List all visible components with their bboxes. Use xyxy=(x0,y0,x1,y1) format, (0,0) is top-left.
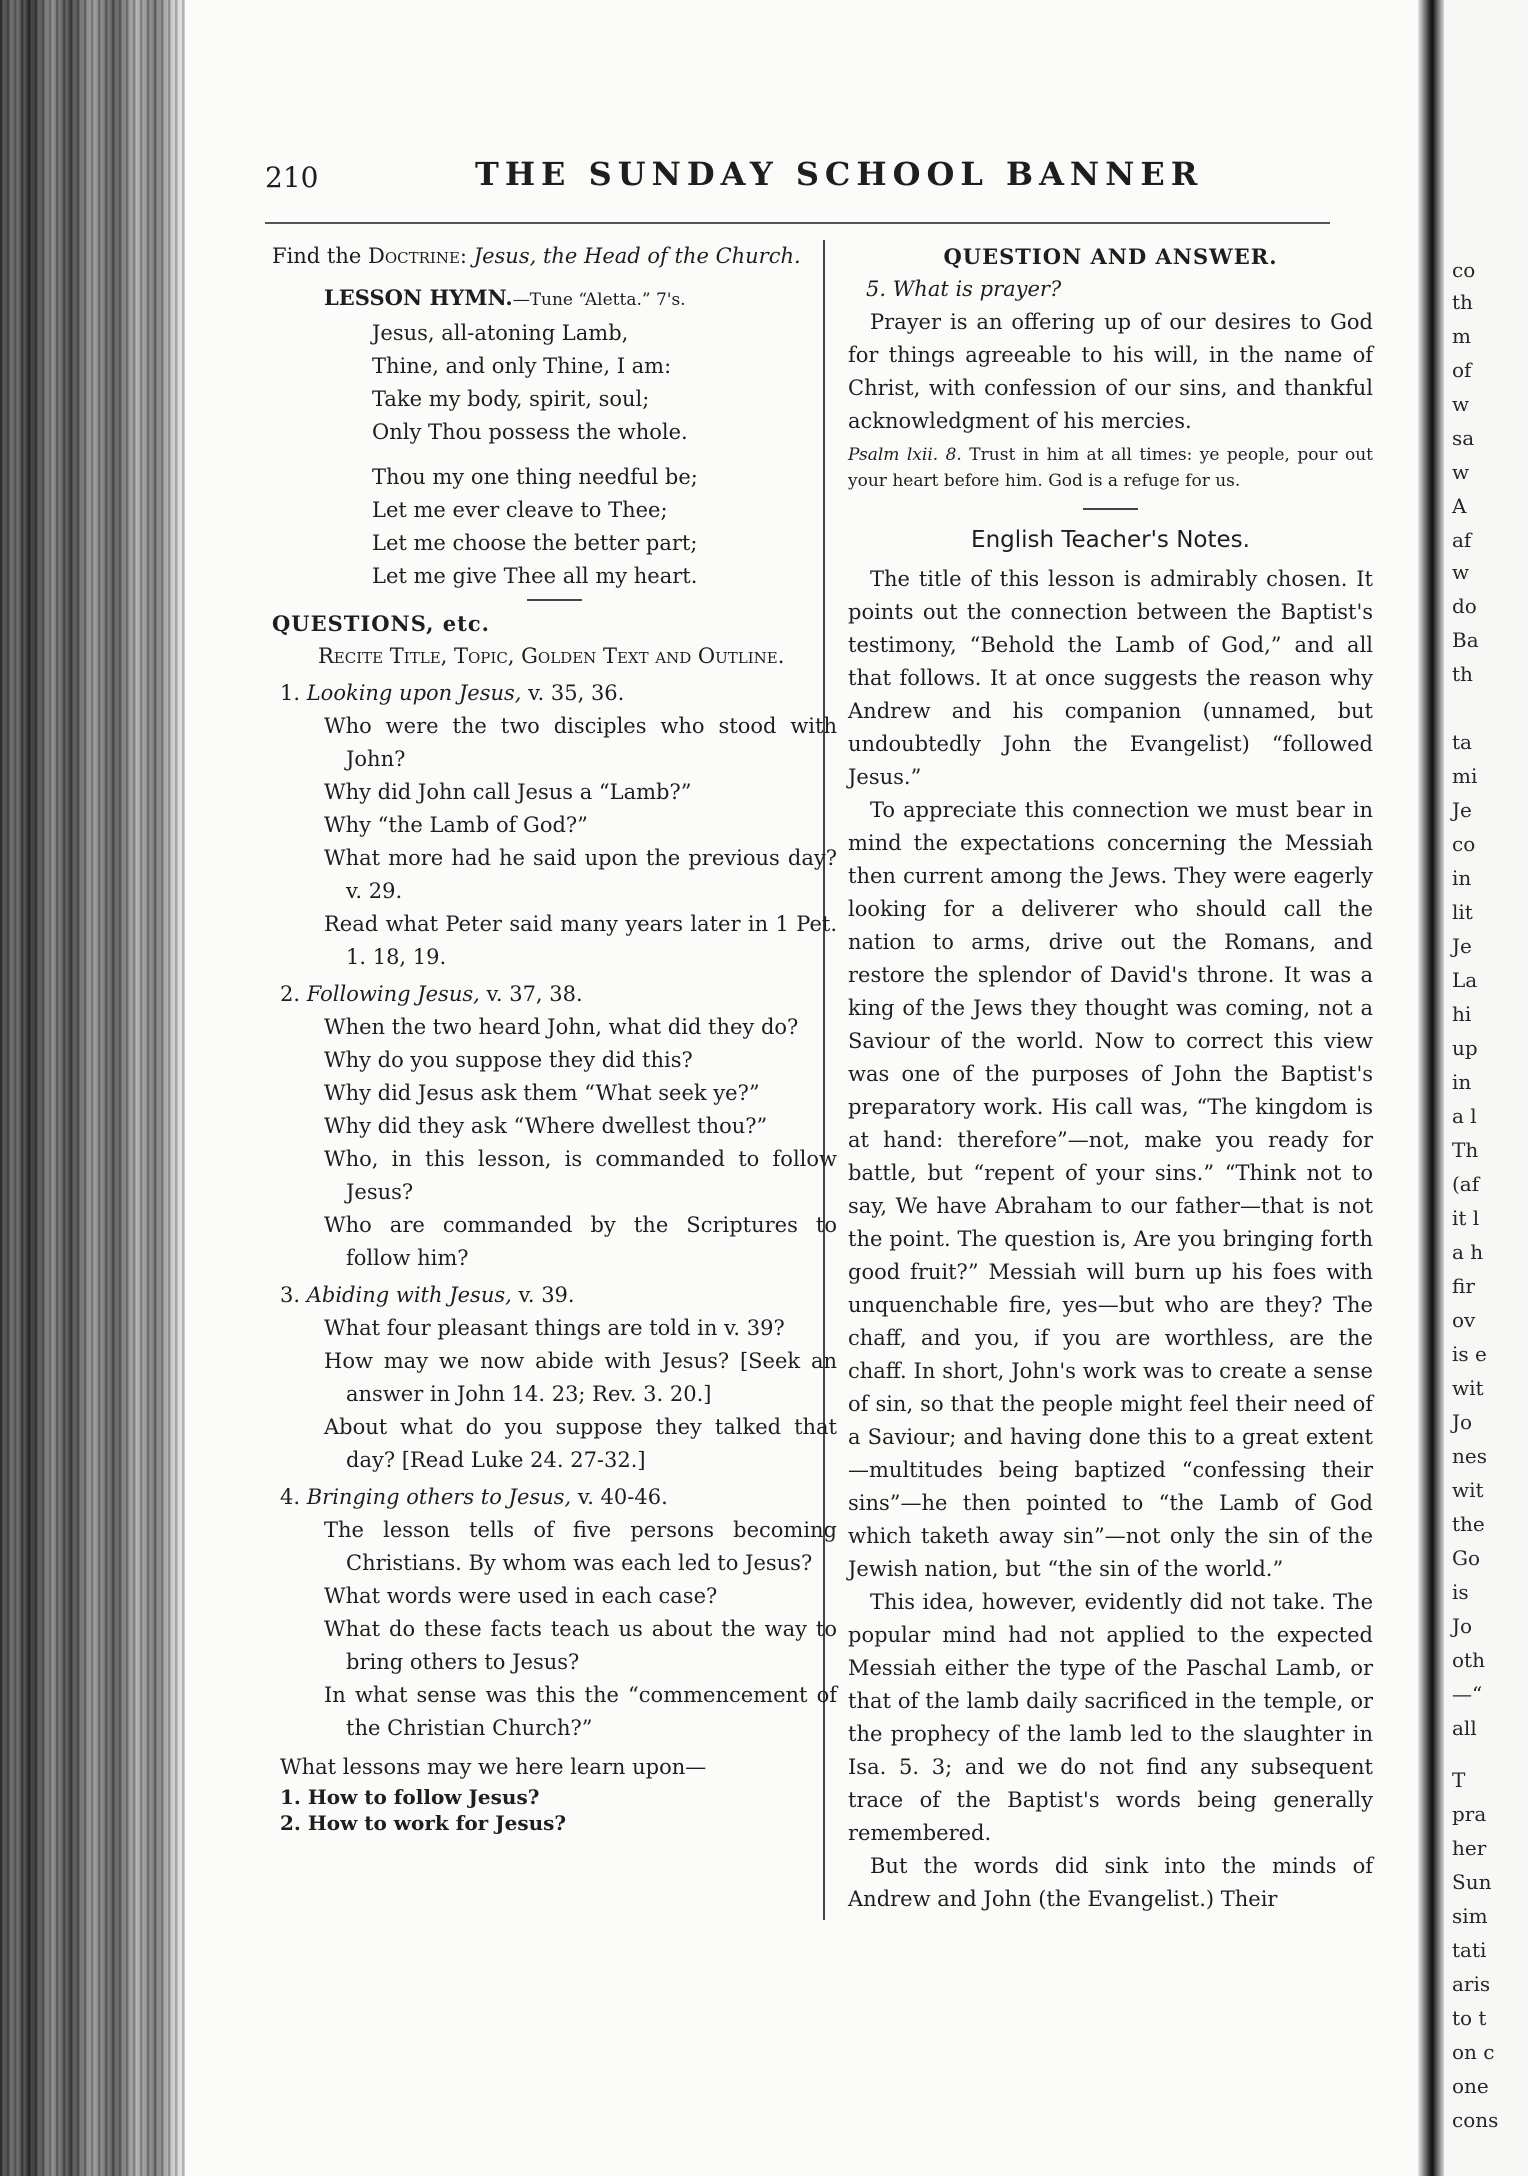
spacer xyxy=(300,982,307,1006)
lessons-intro: What lessons may we here learn upon— xyxy=(280,1755,707,1779)
questions-heading: QUESTIONS, etc. xyxy=(272,611,490,636)
next-page-fragment: af xyxy=(1452,528,1472,552)
hymn-line: Let me choose the better part; xyxy=(372,531,698,555)
section-title: Bringing others to Jesus, xyxy=(306,1485,572,1509)
section-title: Following Jesus, xyxy=(306,982,480,1006)
qa-heading: QUESTION AND ANSWER. xyxy=(943,244,1278,269)
question-item: What words were used in each case? xyxy=(324,1584,718,1608)
question-item: What more had he said upon the previous day? v. 29. xyxy=(324,846,837,903)
next-page-fragment: co xyxy=(1452,832,1476,856)
next-page-fragment: nes xyxy=(1452,1444,1487,1468)
lesson-item: 1. How to follow Jesus? xyxy=(280,1785,540,1809)
next-page-fragment: Th xyxy=(1452,1138,1479,1162)
next-page-edge xyxy=(1444,0,1528,2176)
question-item: How may we now abide with Jesus? [Seek an answer in John 14. 23; Rev. 3. 20.] xyxy=(324,1349,837,1406)
question-item: The lesson tells of five persons becoming Christians. By whom was each led to Jesus? xyxy=(324,1518,837,1575)
next-page-fragment: wit xyxy=(1452,1478,1484,1502)
next-page-fragment: ta xyxy=(1452,730,1472,754)
question-item: Read what Peter said many years later in 1 Pet. 1. 18, 19. xyxy=(324,912,837,969)
header-rule xyxy=(265,222,1330,224)
next-page-fragment: A xyxy=(1452,494,1467,518)
section-ref: v. 40-46. xyxy=(571,1485,668,1509)
hymn-stanza-1 xyxy=(272,317,837,449)
next-page-fragment: cons xyxy=(1452,2108,1499,2132)
next-page-fragment: w xyxy=(1452,460,1470,484)
section-divider-right xyxy=(1083,508,1138,510)
next-page-fragment: m xyxy=(1452,324,1471,348)
section-number: 1. xyxy=(280,681,301,705)
notes-paragraph: This idea, however, evidently did not take. The popular mind had not applied to the expected Messiah either the type of the Paschal Lamb, or that of the lamb daily sacrificed in the temple, or the prophecy of the lamb led to the slaughter in Isa. 5. 3; and we do not find any subsequent trace of the Baptist's words being generally remembered. xyxy=(848,1590,1373,1845)
section-divider xyxy=(527,599,582,601)
question-item: When the two heard John, what did they do? xyxy=(324,1015,799,1039)
hymn-line: Thine, and only Thine, I am: xyxy=(372,354,672,378)
section-heading xyxy=(280,1481,837,1514)
recite-line: Recite Title, Topic, Golden Text and Outline. xyxy=(318,644,785,668)
section-title: Looking upon Jesus, xyxy=(306,681,522,705)
hymn-heading: LESSON HYMN.—Tune “Aletta.” 7's. xyxy=(324,285,686,310)
next-page-fragment: fir xyxy=(1452,1274,1475,1298)
question-item: Why “the Lamb of God?” xyxy=(324,813,588,837)
book-binding xyxy=(0,0,185,2176)
next-page-fragment: do xyxy=(1452,594,1477,618)
page-title: THE SUNDAY SCHOOL BANNER xyxy=(475,155,1204,193)
next-page-fragment: Je xyxy=(1452,934,1472,958)
left-column xyxy=(272,240,837,1836)
notes-paragraph: But the words did sink into the minds of Andrew and John (the Evangelist.) Their xyxy=(848,1854,1373,1911)
hymn-line: Thou my one thing needful be; xyxy=(372,465,698,489)
notes-body xyxy=(848,563,1373,1916)
question-item: What four pleasant things are told in v. 39? xyxy=(324,1316,785,1340)
section-ref: v. 35, 36. xyxy=(521,681,625,705)
next-page-fragment: her xyxy=(1452,1836,1487,1860)
next-page-fragment: Ba xyxy=(1452,628,1479,652)
next-page-fragment: (af xyxy=(1452,1172,1480,1196)
next-page-fragment: up xyxy=(1452,1036,1478,1060)
next-page-fragment: pra xyxy=(1452,1802,1487,1826)
next-page-fragment: the xyxy=(1452,1512,1485,1536)
next-page-fragment: ov xyxy=(1452,1308,1476,1332)
hymn-line: Let me ever cleave to Thee; xyxy=(372,498,668,522)
question-item: Who, in this lesson, is commanded to follow Jesus? xyxy=(324,1147,837,1204)
question-item: In what sense was this the “commencement of the Christian Church?” xyxy=(324,1683,837,1740)
hymn-line: Only Thou possess the whole. xyxy=(372,420,688,444)
next-page-fragment: —“ xyxy=(1452,1682,1483,1706)
question-item: What do these facts teach us about the way to bring others to Jesus? xyxy=(324,1617,837,1674)
next-page-fragment: wit xyxy=(1452,1376,1484,1400)
hymn-line: Jesus, all-atoning Lamb, xyxy=(372,321,629,345)
question-item: Who were the two disciples who stood with John? xyxy=(324,714,837,771)
question-sections xyxy=(272,677,837,1745)
next-page-fragment: hi xyxy=(1452,1002,1472,1026)
next-page-fragment: T xyxy=(1452,1768,1466,1792)
spacer xyxy=(300,681,307,705)
question-item: Why did they ask “Where dwellest thou?” xyxy=(324,1114,768,1138)
doctrine-line: Find the Doctrine: Jesus, the Head of the Church. xyxy=(272,244,801,268)
next-page-fragment: Sun xyxy=(1452,1870,1492,1894)
next-page-fragment: w xyxy=(1452,392,1470,416)
next-page-fragment: is xyxy=(1452,1580,1469,1604)
lessons-list xyxy=(272,1784,837,1836)
next-page-fragment: th xyxy=(1452,290,1473,314)
section-ref: v. 37, 38. xyxy=(479,982,583,1006)
question-item: Who are commanded by the Scriptures to follow him? xyxy=(324,1213,837,1270)
section-ref: v. 39. xyxy=(511,1283,575,1307)
next-page-fragment: mi xyxy=(1452,764,1478,788)
lesson-item: 2. How to work for Jesus? xyxy=(280,1811,567,1835)
next-page-fragment: is e xyxy=(1452,1342,1487,1366)
next-page-fragment: th xyxy=(1452,662,1473,686)
next-page-fragment: sim xyxy=(1452,1904,1488,1928)
psalm-verse: Psalm lxii. 8. Trust in him at all times: ye people, pour out your heart before him. God is a refuge for us. xyxy=(848,445,1373,491)
hymn-line: Take my body, spirit, soul; xyxy=(372,387,650,411)
question-item: Why did John call Jesus a “Lamb?” xyxy=(324,780,692,804)
section-heading xyxy=(280,978,837,1011)
qa-answer: Prayer is an offering up of our desires to God for things agreeable to his will, in the name of Christ, with confession of our sins, and thankful acknowledgment of his mercies. xyxy=(848,310,1373,433)
next-page-fragment: in xyxy=(1452,866,1472,890)
hymn-stanza-2 xyxy=(272,461,837,593)
notes-paragraph: To appreciate this connection we must bear in mind the expectations concerning the Messiah then current among the Jews. They were eagerly looking for a deliverer who should call the nation to arms, drive out the Romans, and restore the splendor of David's throne. It was a king of the Jews they thought was coming, not a Saviour of the world. Now to correct this view was one of the purposes of John the Baptist's preparatory work. His call was, “The kingdom is at hand: therefore”—not, make you ready for battle, but “repent of your sins.” “Think not to say, We have Abraham to our father—that is not the point. The question is, Are you bringing forth good fruit?” Messiah will burn up his foes with unquenchable fire, yes—but who are they? The chaff, and you, if you are worthless, are the chaff. In short, John's work was to create a sense of sin, so that the people might feel their need of a Saviour; and having done this to a great extent—multitudes being baptized “confessing their sins”—he then pointed to “the Lamb of God which taketh away sin”—not only the sin of the Jewish nation, but “the sin of the world.” xyxy=(848,798,1373,1581)
next-page-fragment: La xyxy=(1452,968,1478,992)
page-header xyxy=(265,155,1325,195)
next-page-fragment: a h xyxy=(1452,1240,1484,1264)
next-page-fragment: sa xyxy=(1452,426,1475,450)
notes-paragraph: The title of this lesson is admirably chosen. It points out the connection between the Baptist's testimony, “Behold the Lamb of God,” and all that follows. It at once suggests the reason why Andrew and his companion (unnamed, but undoubtedly John the Evangelist) “followed Jesus.” xyxy=(848,567,1373,789)
spacer xyxy=(300,1283,307,1307)
section-heading xyxy=(280,1279,837,1312)
next-page-fragment: on c xyxy=(1452,2040,1495,2064)
next-page-fragment: one xyxy=(1452,2074,1489,2098)
next-page-fragment: to t xyxy=(1452,2006,1487,2030)
next-page-fragment: w xyxy=(1452,560,1470,584)
next-page-fragment: Go xyxy=(1452,1546,1481,1570)
next-page-fragment: lit xyxy=(1452,900,1473,924)
right-column xyxy=(848,240,1373,1916)
next-page-fragment: all xyxy=(1452,1716,1477,1740)
next-page-fragment: tati xyxy=(1452,1938,1487,1962)
question-item: Why did Jesus ask them “What seek ye?” xyxy=(324,1081,760,1105)
book-gutter xyxy=(1418,0,1444,2176)
hymn-line: Let me give Thee all my heart. xyxy=(372,564,698,588)
page-number: 210 xyxy=(265,161,319,194)
next-page-fragment: of xyxy=(1452,358,1472,382)
next-page-fragment: Jo xyxy=(1452,1410,1473,1434)
next-page-fragment: oth xyxy=(1452,1648,1485,1672)
section-number: 4. xyxy=(280,1485,301,1509)
qa-question: 5. What is prayer? xyxy=(866,277,1062,301)
next-page-fragment: aris xyxy=(1452,1972,1491,1996)
question-item: Why do you suppose they did this? xyxy=(324,1048,693,1072)
next-page-fragment: Jo xyxy=(1452,1614,1473,1638)
next-page-fragment: co xyxy=(1452,258,1476,282)
notes-title: English Teacher's Notes. xyxy=(971,527,1250,553)
section-heading xyxy=(280,677,837,710)
spacer xyxy=(300,1485,307,1509)
next-page-fragment: a l xyxy=(1452,1104,1477,1128)
next-page-fragment: Je xyxy=(1452,798,1472,822)
next-page-fragment: in xyxy=(1452,1070,1472,1094)
next-page-fragment: it l xyxy=(1452,1206,1480,1230)
question-item: About what do you suppose they talked that day? [Read Luke 24. 27-32.] xyxy=(324,1415,837,1472)
section-title: Abiding with Jesus, xyxy=(306,1283,512,1307)
section-number: 3. xyxy=(280,1283,301,1307)
section-number: 2. xyxy=(280,982,301,1006)
